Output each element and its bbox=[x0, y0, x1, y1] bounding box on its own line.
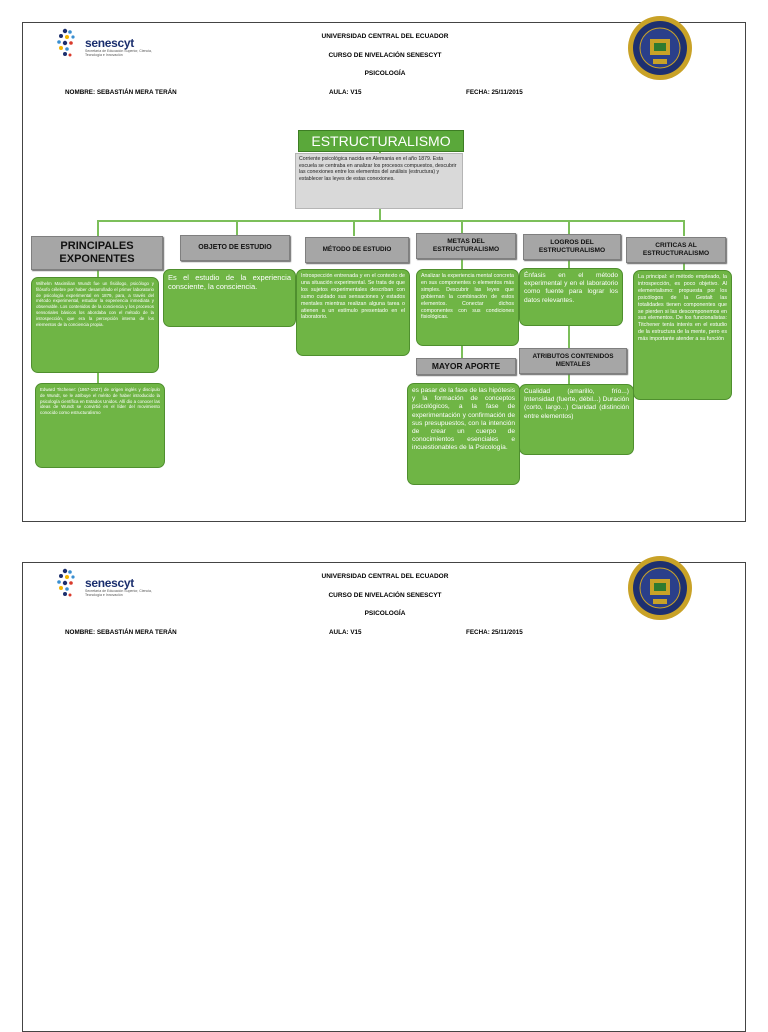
metas-box: Analizar la experiencia mental concreta en sus componentes o elementos más simples. Descubrir las leyes que gobiernan la combinación de estos elementos. Conectar dichos componentes con sus condiciones fisiológicas. bbox=[416, 269, 519, 346]
objeto-box: Es el estudio de la experiencia consciente, la consciencia. bbox=[163, 269, 296, 327]
connector bbox=[683, 220, 685, 236]
student-name: NOMBRE: SEBASTIÁN MERA TERÁN bbox=[65, 629, 177, 636]
fecha-label: FECHA: 25/11/2015 bbox=[466, 89, 523, 96]
connector bbox=[97, 220, 685, 222]
subject-heading: PSICOLOGÍA bbox=[364, 70, 406, 77]
course-heading: CURSO DE NIVELACIÓN SENESCYT bbox=[328, 592, 442, 599]
fecha-label: FECHA: 25/11/2015 bbox=[466, 629, 523, 636]
connector bbox=[236, 220, 238, 236]
logros-heading: LOGROS DEL ESTRUCTURALISMO bbox=[523, 234, 621, 260]
aula-label: AULA: V15 bbox=[329, 89, 362, 96]
document-page-2 bbox=[22, 562, 746, 1032]
connector bbox=[97, 220, 99, 236]
university-seal-icon bbox=[627, 555, 693, 621]
university-seal-icon bbox=[627, 15, 693, 81]
mayor-aporte-heading: MAYOR APORTE bbox=[416, 358, 516, 375]
atributos-box: Cualidad (amarillo, frío...) Intensidad (fuerte, débil...) Duración (corto, largo...) Claridad (distinción entre elementos) bbox=[519, 384, 634, 455]
map-title: ESTRUCTURALISMO bbox=[298, 130, 464, 152]
connector bbox=[353, 220, 355, 236]
metodo-estudio-heading: MÉTODO DE ESTUDIO bbox=[305, 237, 409, 263]
aporte-box: es pasar de la fase de las hipótesis y la formación de conceptos psicológicos, a la fase de experimentación y confirmación de sus presupuestos, con la intención de crear un cuerpo de conocimientos esenciales e incuestionables de la Psicología. bbox=[407, 383, 520, 485]
course-heading: CURSO DE NIVELACIÓN SENESCYT bbox=[328, 52, 442, 59]
subject-heading: PSICOLOGÍA bbox=[364, 610, 406, 617]
connector bbox=[461, 345, 463, 359]
logo-subtitle: Secretaría de Educación Superior, Ciencia, Tecnología e Innovación bbox=[85, 589, 152, 597]
logros-box: Énfasis en el método experimental y en el laboratorio como fuente para lograr los datos relevantes. bbox=[519, 268, 623, 326]
intro-text: Corriente psicológica nacida en Alemania en el año 1879. Esta escuela se centraba en analizar los procesos compuestos, descubrir las conexiones entre los elementos del análisis (estructura) y establecer las leyes de estas conexiones. bbox=[295, 153, 463, 209]
logo-subtitle: Secretaría de Educación Superior, Ciencia, Tecnología e Innovación bbox=[85, 49, 152, 57]
metodo-box: Introspección entrenada y en el contexto de una situación experimental. Se trata de que los sujetos experimentales describan con sumo cuidado sus sensaciones y estados mentales mientras realizan alguna tarea o atienen a un estímulo presentado en el laboratorio. bbox=[296, 269, 410, 356]
wundt-box: Wilhelm Maximilian Wundt fue un fisiólogo, psicólogo y filósofo célebre por haber desarrollado el primer laboratorio de psicología experimental en 1879, para, a través del método experimental, estudiar la experiencia inmediata y observable. Los contenidos de la conciencia y los procesos sensoriales básicos los abordaba con el método de la introspección, que era la percepción interna de los elementos de la conciencia propia. bbox=[31, 277, 159, 373]
criticas-heading: CRITICAS AL ESTRUCTURALISMO bbox=[626, 237, 726, 263]
connector bbox=[568, 325, 570, 349]
logo-text: senescyt bbox=[85, 576, 134, 590]
logo-text: senescyt bbox=[85, 36, 134, 50]
principales-exponentes-heading: PRINCIPALES EXPONENTES bbox=[31, 236, 163, 270]
student-name: NOMBRE: SEBASTIÁN MERA TERÁN bbox=[65, 89, 177, 96]
titchener-box: Edward Titchener: (1867-1927) de origen inglés y discípulo de Wundt, se le atribuye el mérito de haber introducido la psicología científica en Estados Unidos. Allí dio a conocer las ideas de Wundt se convirtió en el líder del movimiento conocido como estructuralismo bbox=[35, 383, 165, 468]
criticas-box: La principal: el método empleado, la introspección, es poco objetivo. Al elementalismo: propuesta por los psicólogos de la Gestalt las totalidades tienen componentes que se pierden si las descomponemos en sus elementos. De los funcionalistas: Titchener tenía interés en el estudio de la estructura de la mente, pero es más importante atender a su función bbox=[633, 270, 732, 400]
objeto-estudio-heading: OBJETO DE ESTUDIO bbox=[180, 235, 290, 261]
metas-heading: METAS DEL ESTRUCTURALISMO bbox=[416, 233, 516, 259]
atributos-heading: ATRIBUTOS CONTENIDOS MENTALES bbox=[519, 348, 627, 374]
aula-label: AULA: V15 bbox=[329, 629, 362, 636]
university-heading: UNIVERSIDAD CENTRAL DEL ECUADOR bbox=[321, 573, 449, 580]
university-heading: UNIVERSIDAD CENTRAL DEL ECUADOR bbox=[321, 33, 449, 40]
document-page-1 bbox=[22, 22, 746, 522]
